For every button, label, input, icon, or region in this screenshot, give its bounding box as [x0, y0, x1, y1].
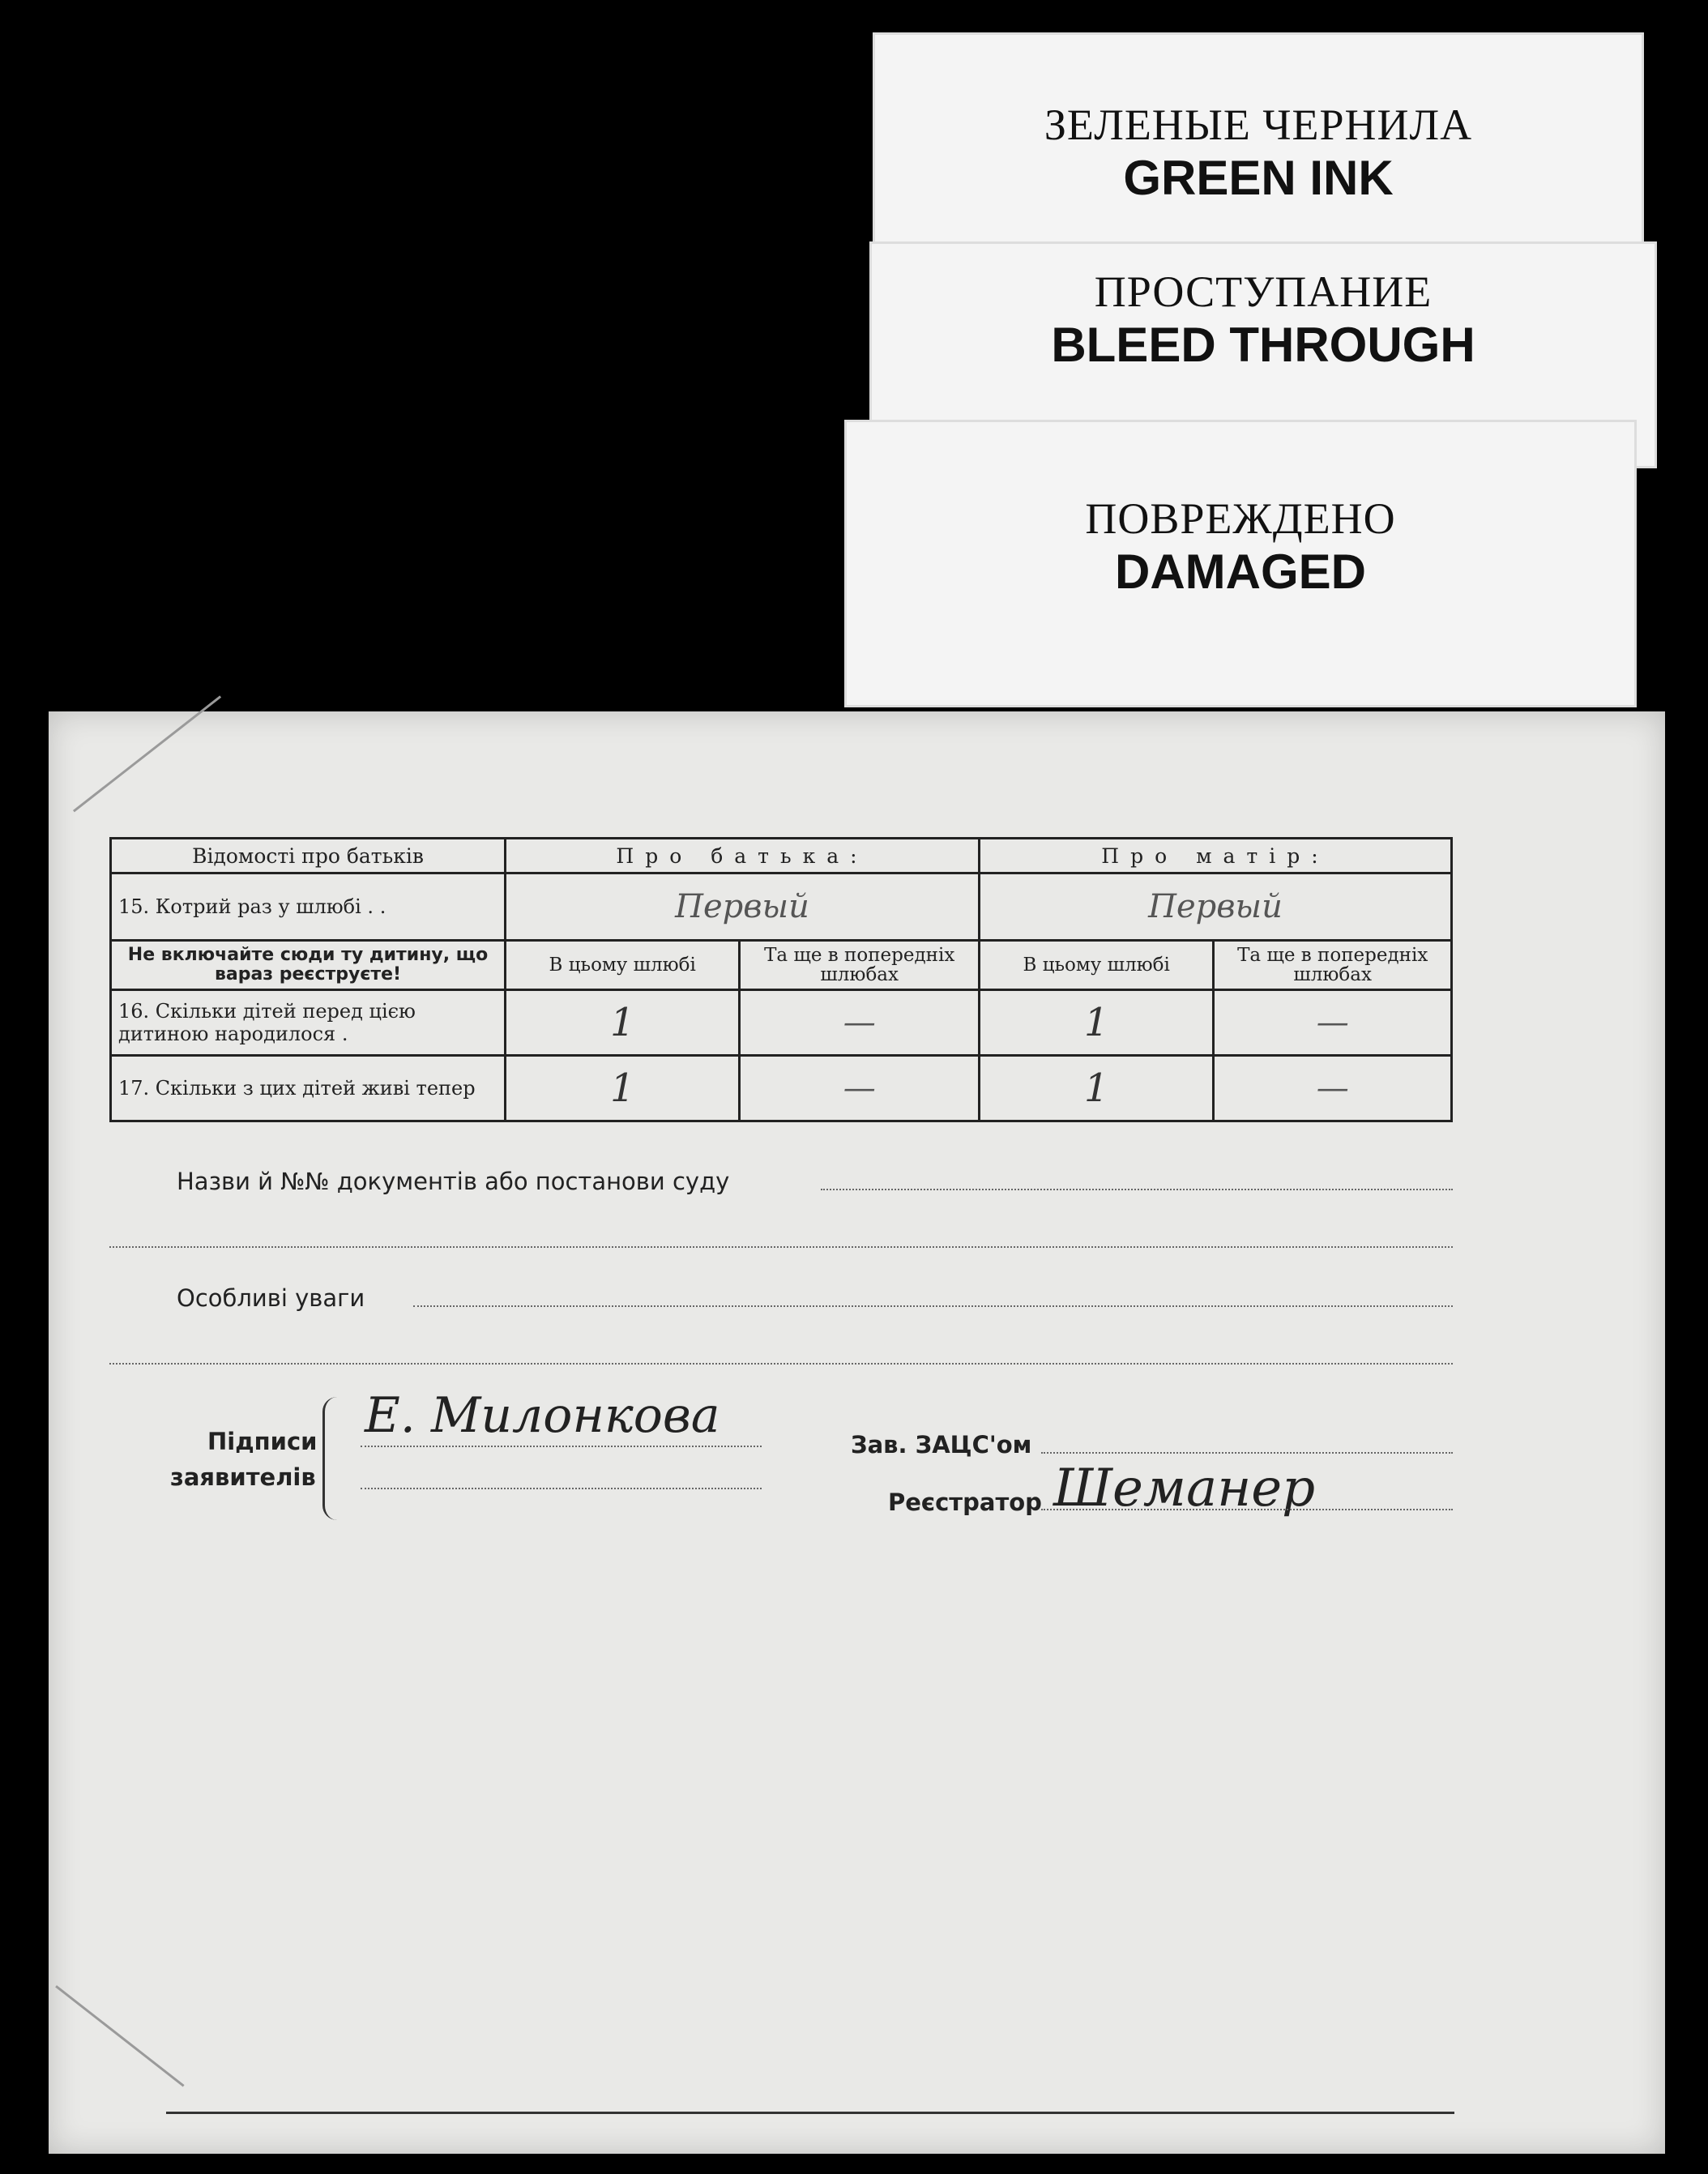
damaged-en: DAMAGED: [1115, 545, 1366, 599]
damaged-card: [844, 420, 1637, 707]
header-parents-info: Відомості про батьків: [111, 839, 506, 873]
row16-father-this: 1: [506, 990, 740, 1056]
bleed-through-ru: ПРОСТУПАНИЕ: [1094, 267, 1433, 316]
green-ink-ru: ЗЕЛЕНЫЕ ЧЕРНИЛА: [1044, 100, 1473, 149]
table-subheader-row: [111, 941, 1452, 990]
father-this-marriage-header: В цьому шлюбі: [506, 941, 740, 990]
documents-line-2: [109, 1246, 1453, 1248]
green-ink-card: [873, 32, 1644, 251]
bleed-through-en: BLEED THROUGH: [1051, 318, 1475, 372]
row17-label: 17. Скільки з цих дітей живі тепер: [111, 1056, 506, 1121]
header-mother: Про матір:: [979, 839, 1451, 873]
documents-label: Назви й №№ документів або постанови суду: [177, 1168, 730, 1195]
row16-mother-prev: —: [1214, 990, 1452, 1056]
row15-mother-value: Первый: [979, 873, 1451, 941]
signatures-label-2: заявителів: [170, 1463, 316, 1491]
row17-father-prev: —: [740, 1056, 980, 1121]
head-line: [1041, 1452, 1453, 1454]
father-prev-marriages-header: Та ще в попередніх шлюбах: [740, 941, 980, 990]
remarks-label: Особливі уваги: [177, 1284, 365, 1312]
mother-prev-marriages-header: Та ще в попередніх шлюбах: [1214, 941, 1452, 990]
row16-label: 16. Скільки дітей перед цією дитиною народилося .: [111, 990, 506, 1056]
green-ink-en: GREEN INK: [1123, 151, 1394, 205]
applicant-line-1: [361, 1446, 762, 1447]
registrar-label: Реєстратор: [888, 1488, 1042, 1516]
registrar-signature: Шеманер: [1053, 1459, 1316, 1518]
documents-line-1: [821, 1189, 1453, 1190]
row15-father-value: Первый: [506, 873, 980, 941]
table-row: [111, 1056, 1452, 1121]
head-label: Зав. ЗАЦС'ом: [851, 1431, 1032, 1459]
signatures-brace: [322, 1397, 341, 1520]
table-row: [111, 990, 1452, 1056]
applicant-signature: Е. Милонкова: [365, 1387, 720, 1444]
table-header-row: [111, 839, 1452, 873]
row16-father-prev: —: [740, 990, 980, 1056]
row17-father-this: 1: [506, 1056, 740, 1121]
applicant-line-2: [361, 1488, 762, 1489]
damaged-ru: ПОВРЕЖДЕНО: [1085, 494, 1396, 543]
row17-mother-prev: —: [1214, 1056, 1452, 1121]
table-row: [111, 873, 1452, 941]
bottom-rule: [166, 2112, 1454, 2114]
row15-label: 15. Котрий раз у шлюбі . .: [111, 873, 506, 941]
exclude-child-note: Не включайте сюди ту дитину, що вараз реєструєте!: [111, 941, 506, 990]
header-father: Про батька:: [506, 839, 980, 873]
remarks-line-1: [413, 1305, 1453, 1307]
registrar-line: [1041, 1509, 1453, 1510]
mother-this-marriage-header: В цьому шлюбі: [979, 941, 1213, 990]
parents-info-table: [109, 837, 1453, 1122]
row17-mother-this: 1: [979, 1056, 1213, 1121]
signatures-label-1: Підписи: [207, 1428, 318, 1455]
remarks-line-2: [109, 1363, 1453, 1365]
row16-mother-this: 1: [979, 990, 1213, 1056]
